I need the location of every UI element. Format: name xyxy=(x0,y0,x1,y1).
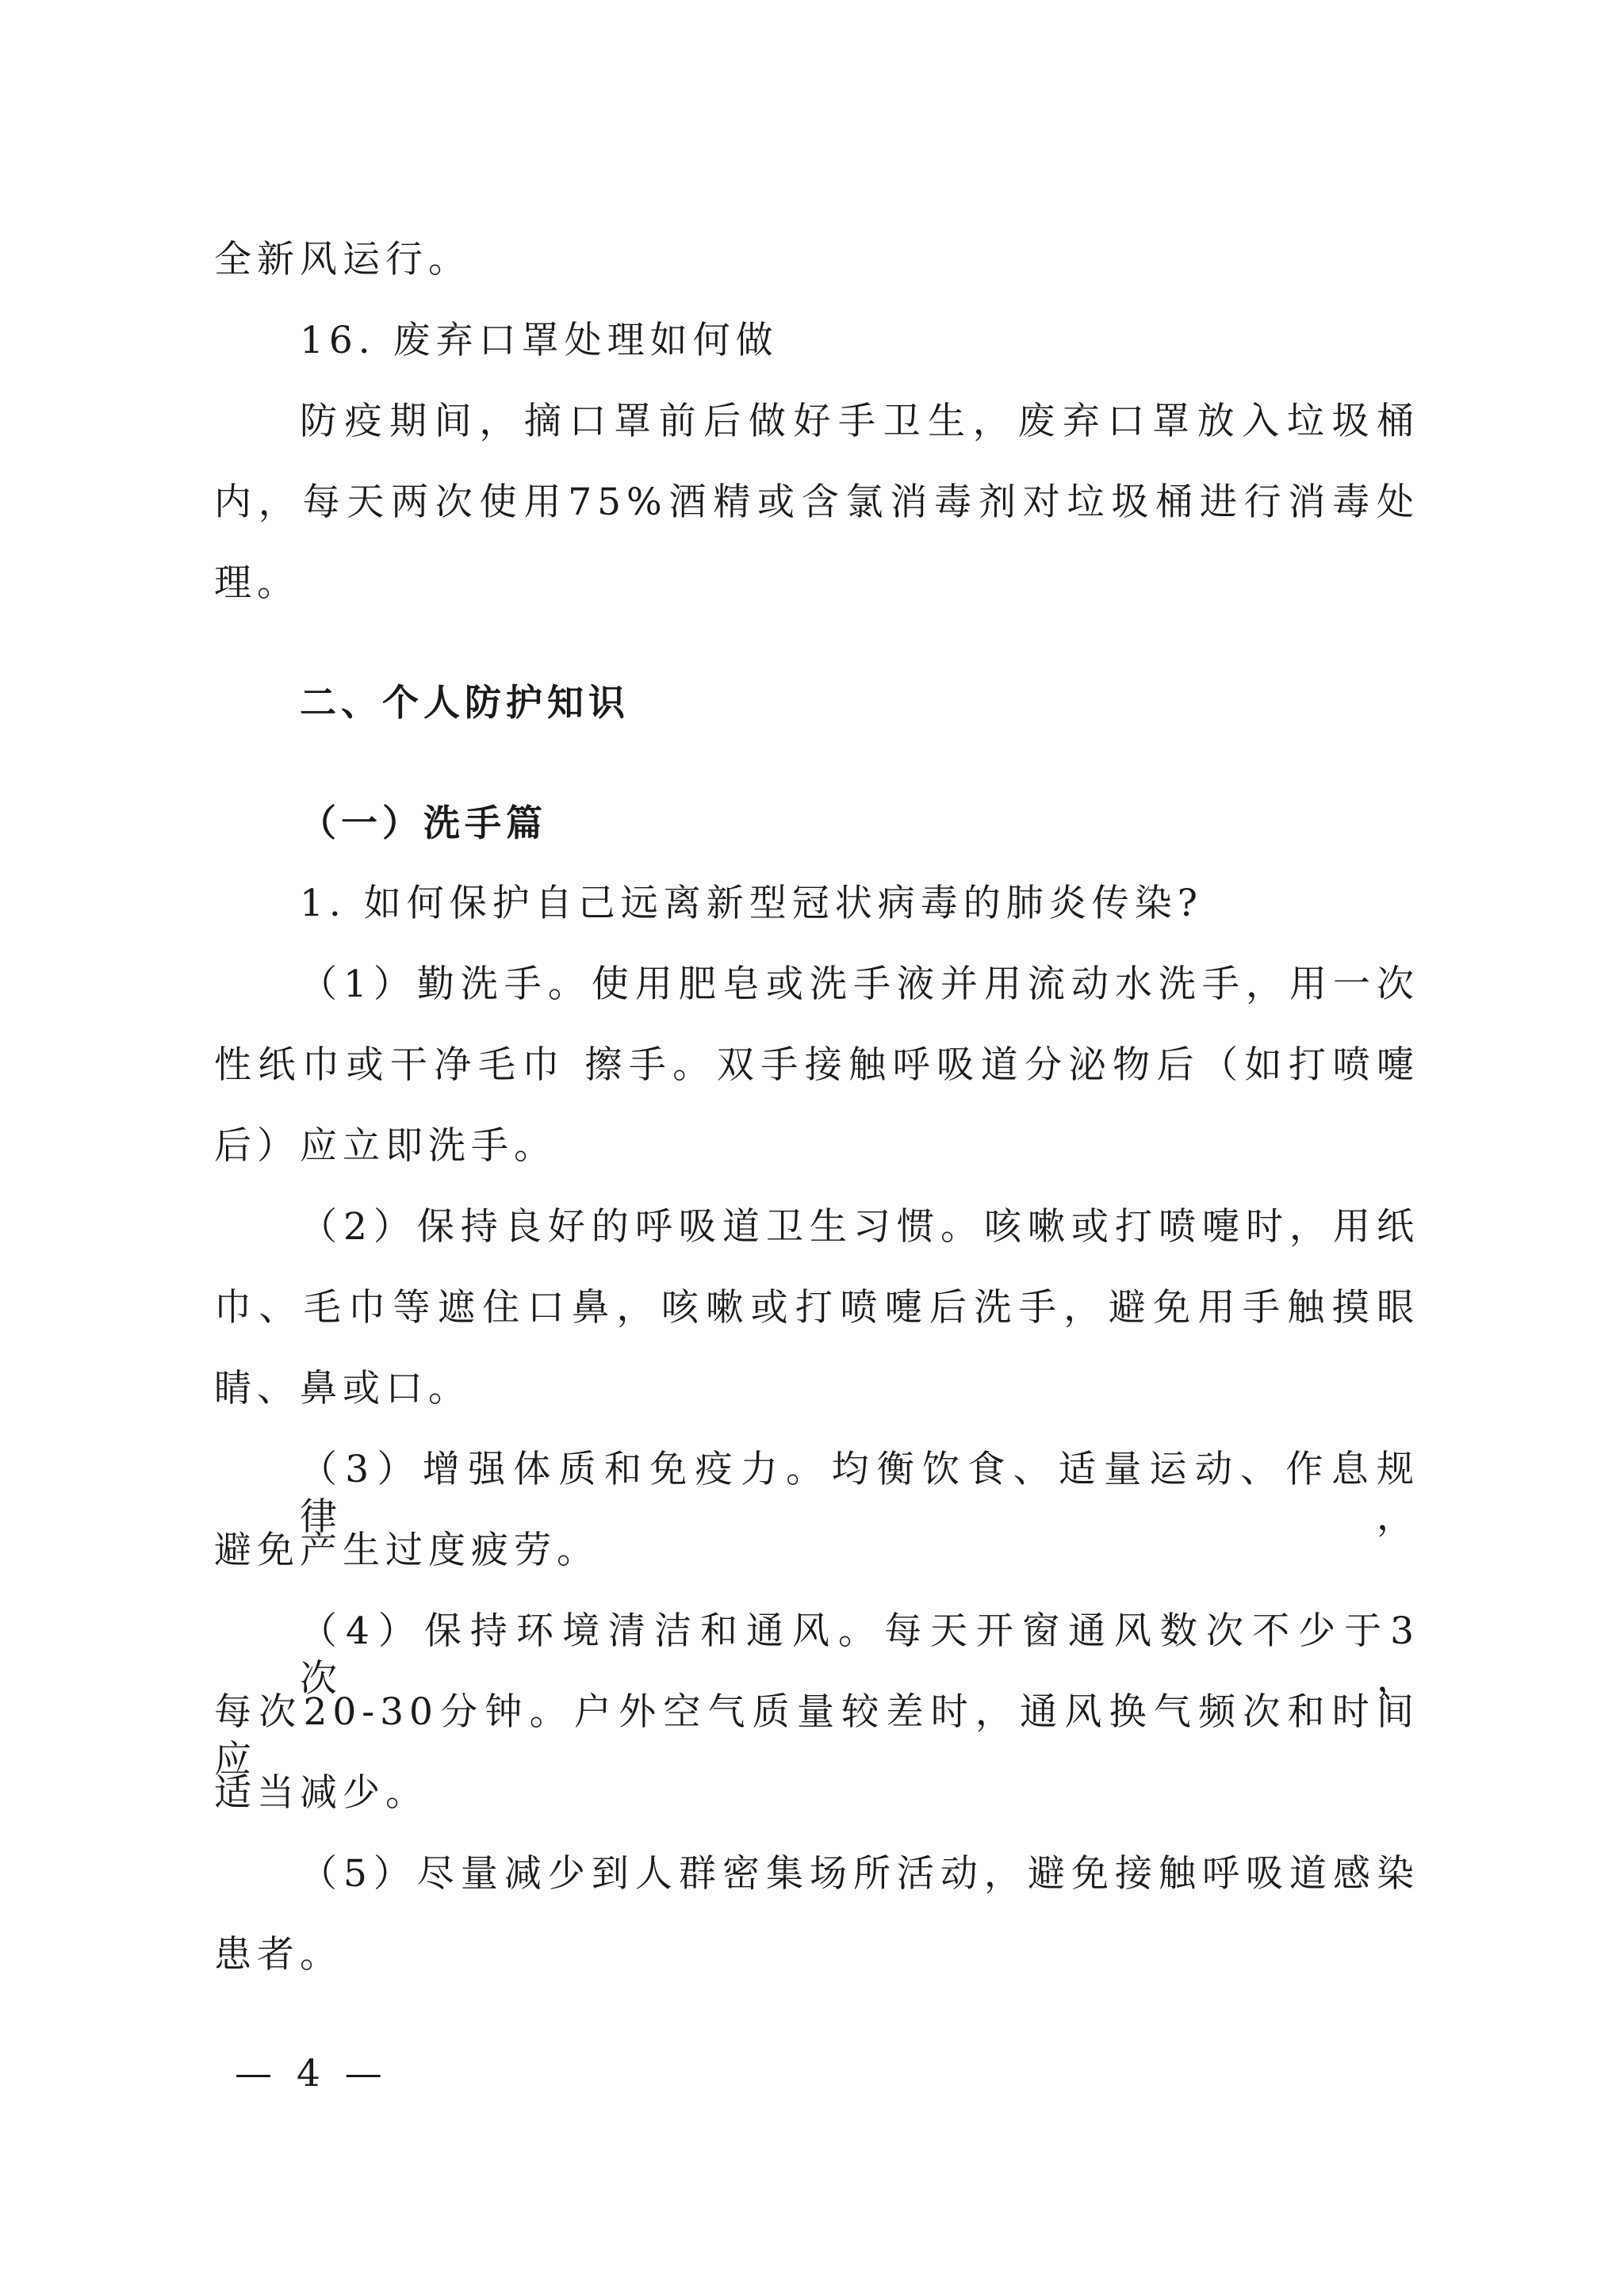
question-title: 1. 如何保护自己远离新型冠状病毒的肺炎传染? xyxy=(300,882,1203,925)
text-line: 患者。 xyxy=(214,1933,343,1976)
text-line: （2）保持良好的呼吸道卫生习惯。咳嗽或打喷嚏时，用纸 xyxy=(300,1205,1419,1249)
text-line: （3）增强体质和免疫力。均衡饮食、适量运动、作息规律， xyxy=(300,1448,1419,1539)
text-line: 防疫期间，摘口罩前后做好手卫生，废弃口罩放入垃圾桶 xyxy=(300,400,1419,443)
subsection-heading: （一）洗手篇 xyxy=(300,802,547,844)
section-heading: 二、个人防护知识 xyxy=(300,681,630,724)
text-line: 内，每天两次使用75%酒精或含氯消毒剂对垃圾桶进行消毒处 xyxy=(214,480,1419,524)
subsection-title: 16. 废弃口罩处理如何做 xyxy=(300,319,779,362)
text-line: 性纸巾或干净毛巾 擦手。双手接触呼吸道分泌物后（如打喷嚏 xyxy=(214,1043,1419,1087)
text-line: 每次20-30分钟。户外空气质量较差时，通风换气频次和时间应 xyxy=(214,1690,1419,1781)
text-line: （1）勤洗手。使用肥皂或洗手液并用流动水洗手，用一次 xyxy=(300,962,1419,1006)
text-line: 巾、毛巾等遮住口鼻，咳嗽或打喷嚏后洗手，避免用手触摸眼 xyxy=(214,1286,1419,1330)
text-line: 后）应立即洗手。 xyxy=(214,1124,557,1168)
text-line: 避免产生过度疲劳。 xyxy=(214,1529,599,1572)
text-line: （4）保持环境清洁和通风。每天开窗通风数次不少于3次， xyxy=(300,1609,1419,1701)
text-line: 睛、鼻或口。 xyxy=(214,1367,471,1410)
page-number: — 4 — xyxy=(235,2052,389,2095)
text-line: 全新风运行。 xyxy=(214,238,471,281)
text-line: 理。 xyxy=(214,561,300,605)
text-line: （5）尽量减少到人群密集场所活动，避免接触呼吸道感染 xyxy=(300,1852,1419,1896)
text-line: 适当减少。 xyxy=(214,1771,428,1815)
